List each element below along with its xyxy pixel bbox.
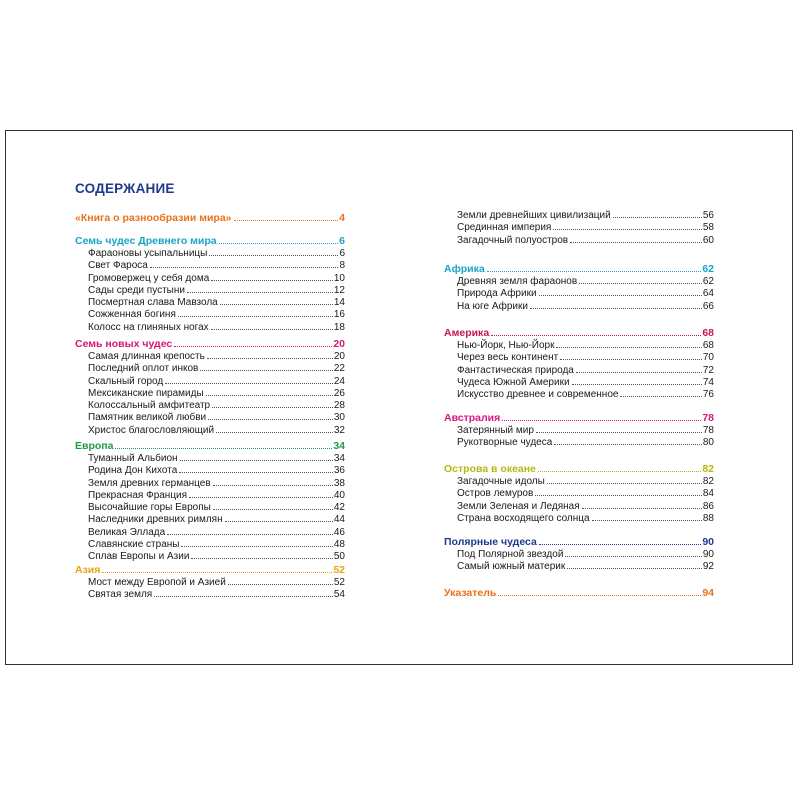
- entry-title: Срединная империя: [457, 222, 552, 234]
- toc-section-heading[interactable]: [444, 263, 714, 276]
- toc-entry[interactable]: [75, 297, 345, 309]
- entry-title: Остров лемуров: [457, 488, 534, 500]
- entry-page-number: 6: [339, 248, 345, 259]
- section-page-number: 34: [333, 440, 345, 452]
- entry-page-number: 24: [333, 375, 345, 387]
- dot-leader: [547, 482, 702, 484]
- dot-leader: [556, 346, 701, 348]
- toc-entry[interactable]: [444, 561, 714, 573]
- toc-entry[interactable]: [75, 285, 345, 297]
- section-title: Полярные чудеса: [444, 536, 537, 548]
- entry-page-number: 16: [333, 309, 345, 321]
- entry-title: Туманный Альбион: [88, 453, 178, 464]
- section-title: Африка: [444, 263, 485, 275]
- dot-leader: [207, 357, 333, 359]
- toc-entry[interactable]: [75, 412, 345, 424]
- entry-page-number: 58: [702, 222, 714, 234]
- toc-entry[interactable]: [444, 365, 714, 377]
- toc-entry[interactable]: [444, 513, 714, 525]
- toc-section-heading[interactable]: [75, 564, 345, 577]
- dot-leader: [211, 279, 333, 281]
- entry-title: Родина Дон Кихота: [88, 465, 178, 477]
- toc-entry[interactable]: [75, 273, 345, 285]
- entry-title: Сады среди пустыни: [88, 284, 185, 296]
- dot-leader: [178, 315, 333, 317]
- toc-entry[interactable]: [75, 322, 345, 334]
- entry-title: На юге Африки: [457, 300, 528, 312]
- dot-leader: [579, 282, 702, 284]
- dot-leader: [576, 371, 702, 373]
- dot-leader: [502, 419, 701, 421]
- entry-page-number: 44: [333, 514, 345, 526]
- entry-page-number: 38: [333, 477, 345, 489]
- entry-title: Сплав Европы и Азии: [88, 551, 190, 563]
- entry-page-number: 70: [702, 352, 714, 364]
- dot-leader: [554, 443, 702, 445]
- dot-leader: [212, 406, 333, 408]
- toc-entry[interactable]: [444, 222, 714, 234]
- dot-leader: [535, 494, 702, 496]
- entry-title: Природа Африки: [457, 288, 537, 300]
- entry-title: Высочайшие горы Европы: [88, 502, 211, 514]
- dot-leader: [200, 369, 333, 371]
- dot-leader: [165, 382, 333, 384]
- entry-title: Фантастическая природа: [457, 364, 574, 376]
- entry-title: Земля древних германцев: [88, 477, 211, 489]
- entry-page-number: 64: [702, 288, 714, 300]
- dot-leader: [620, 395, 701, 397]
- dot-leader: [167, 533, 333, 535]
- toc-entry[interactable]: [75, 490, 345, 502]
- section-page-number: 94: [702, 587, 714, 599]
- section-title: «Книга о разнообразии мира»: [75, 212, 232, 224]
- section-page-number: 4: [339, 212, 345, 224]
- entry-page-number: 8: [339, 260, 345, 272]
- entry-page-number: 92: [702, 561, 714, 573]
- section-page-number: 78: [702, 412, 714, 424]
- toc-entry[interactable]: [75, 260, 345, 272]
- entry-title: Христос благословляющий: [88, 424, 215, 436]
- toc-entry[interactable]: [444, 437, 714, 449]
- entry-page-number: 80: [702, 437, 714, 449]
- toc-section: [75, 440, 345, 564]
- dot-leader: [234, 219, 339, 221]
- dot-leader: [570, 241, 702, 243]
- toc-entry[interactable]: [75, 478, 345, 490]
- toc-entry[interactable]: [75, 425, 345, 437]
- section-title: Австралия: [444, 412, 501, 424]
- toc-entry[interactable]: [444, 276, 714, 288]
- entry-page-number: 40: [333, 489, 345, 501]
- section-title: Америка: [444, 327, 490, 339]
- dot-leader: [530, 307, 702, 309]
- dot-leader: [211, 328, 333, 330]
- entry-title: Прекрасная Франция: [88, 489, 188, 501]
- toc-section: [444, 263, 714, 313]
- toc-entry[interactable]: [444, 235, 714, 247]
- dot-leader: [213, 484, 333, 486]
- toc-entry[interactable]: [75, 589, 345, 601]
- book-page: [5, 130, 793, 665]
- section-page-number: 62: [702, 263, 714, 275]
- entry-title: Колоссальный амфитеатр: [88, 400, 211, 412]
- section-page-number: 82: [702, 463, 714, 475]
- toc-entry[interactable]: [75, 514, 345, 526]
- entry-page-number: 54: [333, 589, 345, 601]
- toc-entry[interactable]: [444, 549, 714, 561]
- toc-entry[interactable]: [444, 288, 714, 300]
- dot-leader: [191, 557, 332, 559]
- toc-section: [444, 412, 714, 450]
- dot-leader: [491, 334, 701, 336]
- toc-entry[interactable]: [75, 376, 345, 388]
- toc-section: [444, 587, 714, 600]
- toc-entry[interactable]: [75, 502, 345, 514]
- toc-entry[interactable]: [75, 577, 345, 589]
- entry-title: Фараоновы усыпальницы: [88, 248, 208, 259]
- entry-title: Сожженная богиня: [88, 309, 176, 321]
- entry-title: Земли Зеленая и Ледяная: [457, 500, 580, 512]
- entry-page-number: 48: [333, 539, 345, 551]
- dot-leader: [539, 543, 701, 545]
- dot-leader: [187, 291, 333, 293]
- toc-section-heading[interactable]: [75, 338, 345, 351]
- entry-title: Рукотворные чудеса: [457, 437, 553, 449]
- dot-leader: [189, 496, 333, 498]
- toc-section: [75, 338, 345, 437]
- toc-section-heading[interactable]: [444, 536, 714, 549]
- toc-section-heading[interactable]: [444, 463, 714, 476]
- entry-page-number: 62: [702, 276, 714, 287]
- entry-title: Страна восходящего солнца: [457, 512, 590, 524]
- entry-title: Затерянный мир: [457, 425, 534, 436]
- toc-section-heading[interactable]: [75, 212, 345, 225]
- toc-section: [444, 463, 714, 525]
- dot-leader: [613, 216, 702, 218]
- toc-entry[interactable]: [444, 377, 714, 389]
- section-page-number: 6: [339, 235, 345, 247]
- toc-entry[interactable]: [75, 388, 345, 400]
- entry-page-number: 10: [333, 272, 345, 284]
- dot-leader: [154, 595, 333, 597]
- toc-entry[interactable]: [444, 352, 714, 364]
- toc-section: [75, 564, 345, 602]
- dot-leader: [209, 254, 338, 256]
- dot-leader: [565, 555, 701, 557]
- dot-leader: [228, 583, 333, 585]
- toc-entry[interactable]: [444, 340, 714, 352]
- dot-leader: [572, 383, 702, 385]
- entry-page-number: 56: [702, 210, 714, 221]
- toc-entry[interactable]: [75, 527, 345, 539]
- dot-leader: [206, 394, 333, 396]
- toc-entry[interactable]: [75, 248, 345, 260]
- entry-title: Загадочные идолы: [457, 476, 545, 487]
- entry-page-number: 66: [702, 300, 714, 312]
- entry-page-number: 88: [702, 512, 714, 524]
- toc-entry[interactable]: [444, 488, 714, 500]
- entry-title: Под Полярной звездой: [457, 549, 564, 560]
- entry-page-number: 34: [333, 453, 345, 464]
- section-title: Семь новых чудес: [75, 338, 173, 350]
- section-title: Семь чудес Древнего мира: [75, 235, 217, 247]
- entry-title: Последний оплот инков: [88, 363, 199, 375]
- entry-title: Громовержец у себя дома: [88, 272, 210, 284]
- entry-title: Колосс на глиняных ногах: [88, 321, 209, 333]
- toc-section: [444, 210, 714, 247]
- entry-page-number: 72: [702, 364, 714, 376]
- section-page-number: 90: [702, 536, 714, 548]
- dot-leader: [174, 345, 332, 347]
- entry-title: Посмертная слава Мавзола: [88, 297, 218, 309]
- entry-page-number: 30: [333, 412, 345, 424]
- toc-section-heading[interactable]: [444, 327, 714, 340]
- dot-leader: [536, 431, 702, 433]
- dot-leader: [538, 470, 701, 472]
- toc-entry[interactable]: [444, 425, 714, 437]
- toc-entry[interactable]: [444, 501, 714, 513]
- toc-entry[interactable]: [75, 309, 345, 321]
- dot-leader: [487, 270, 702, 272]
- section-page-number: 68: [702, 327, 714, 339]
- dot-leader: [592, 519, 702, 521]
- entry-title: Искусство древнее и современное: [457, 389, 619, 401]
- entry-title: Самый южный материк: [457, 561, 566, 573]
- section-title: Азия: [75, 564, 101, 576]
- entry-page-number: 20: [333, 351, 345, 362]
- toc-section: [444, 536, 714, 574]
- dot-leader: [560, 358, 702, 360]
- entry-page-number: 74: [702, 376, 714, 388]
- dot-leader: [179, 471, 333, 473]
- entry-page-number: 68: [702, 340, 714, 351]
- dot-leader: [582, 507, 702, 509]
- toc-section-heading[interactable]: [75, 235, 345, 248]
- toc-section-heading[interactable]: [444, 587, 714, 600]
- entry-title: Мост между Европой и Азией: [88, 577, 226, 588]
- toc-entry[interactable]: [75, 453, 345, 465]
- dot-leader: [115, 447, 332, 449]
- dot-leader: [213, 508, 333, 510]
- entry-title: Скальный город: [88, 375, 164, 387]
- entry-title: Свет Фароса: [88, 260, 148, 272]
- toc-entry[interactable]: [444, 389, 714, 401]
- section-page-number: 52: [333, 564, 345, 576]
- entry-page-number: 32: [333, 424, 345, 436]
- entry-page-number: 50: [333, 551, 345, 563]
- entry-title: Чудеса Южной Америки: [457, 376, 570, 388]
- entry-title: Святая земля: [88, 589, 153, 601]
- dot-leader: [498, 594, 701, 596]
- entry-page-number: 36: [333, 465, 345, 477]
- entry-page-number: 12: [333, 284, 345, 296]
- toc-entry[interactable]: [444, 210, 714, 222]
- entry-page-number: 60: [702, 234, 714, 246]
- entry-page-number: 22: [333, 363, 345, 375]
- section-title: Острова в океане: [444, 463, 536, 475]
- dot-leader: [567, 567, 702, 569]
- entry-page-number: 18: [333, 321, 345, 333]
- entry-page-number: 42: [333, 502, 345, 514]
- section-title: Европа: [75, 440, 114, 452]
- entry-page-number: 76: [702, 389, 714, 401]
- page-title: СОДЕРЖАНИЕ: [75, 181, 175, 196]
- section-title: Указатель: [444, 587, 497, 599]
- entry-title: Мексиканские пирамиды: [88, 387, 204, 399]
- dot-leader: [225, 520, 333, 522]
- entry-page-number: 82: [702, 476, 714, 487]
- dot-leader: [219, 242, 339, 244]
- entry-title: Древняя земля фараонов: [457, 276, 578, 287]
- toc-entry[interactable]: [75, 465, 345, 477]
- entry-title: Великая Эллада: [88, 526, 166, 538]
- entry-title: Славянские страны: [88, 539, 180, 551]
- entry-title: Памятник великой любви: [88, 412, 207, 424]
- dot-leader: [102, 571, 332, 573]
- entry-title: Загадочный полуостров: [457, 234, 569, 246]
- entry-title: Наследники древних римлян: [88, 514, 223, 526]
- toc-section-heading[interactable]: [444, 412, 714, 425]
- toc-section-heading[interactable]: [75, 440, 345, 453]
- entry-page-number: 86: [702, 500, 714, 512]
- dot-leader: [553, 228, 702, 230]
- entry-page-number: 26: [333, 387, 345, 399]
- toc-entry[interactable]: [75, 400, 345, 412]
- dot-leader: [180, 459, 333, 461]
- toc-entry[interactable]: [75, 351, 345, 363]
- toc-section: [444, 327, 714, 401]
- entry-page-number: 78: [702, 425, 714, 436]
- entry-title: Земли древнейших цивилизаций: [457, 210, 611, 221]
- toc-section: [75, 235, 345, 334]
- entry-page-number: 84: [702, 488, 714, 500]
- dot-leader: [150, 266, 339, 268]
- entry-title: Самая длинная крепость: [88, 351, 205, 362]
- entry-page-number: 28: [333, 400, 345, 412]
- dot-leader: [208, 418, 333, 420]
- entry-title: Через весь континент: [457, 352, 559, 364]
- toc-entry[interactable]: [75, 363, 345, 375]
- section-page-number: 20: [333, 338, 345, 350]
- dot-leader: [539, 294, 702, 296]
- toc-entry[interactable]: [75, 551, 345, 563]
- dot-leader: [220, 303, 333, 305]
- entry-title: Нью-Йорк, Нью-Йорк: [457, 340, 555, 351]
- toc-entry[interactable]: [444, 301, 714, 313]
- entry-page-number: 14: [333, 297, 345, 309]
- entry-page-number: 52: [333, 577, 345, 588]
- dot-leader: [216, 431, 333, 433]
- toc-section: [75, 212, 345, 225]
- entry-page-number: 90: [702, 549, 714, 560]
- toc-entry[interactable]: [75, 539, 345, 551]
- toc-entry[interactable]: [444, 476, 714, 488]
- entry-page-number: 46: [333, 526, 345, 538]
- dot-leader: [181, 545, 332, 547]
